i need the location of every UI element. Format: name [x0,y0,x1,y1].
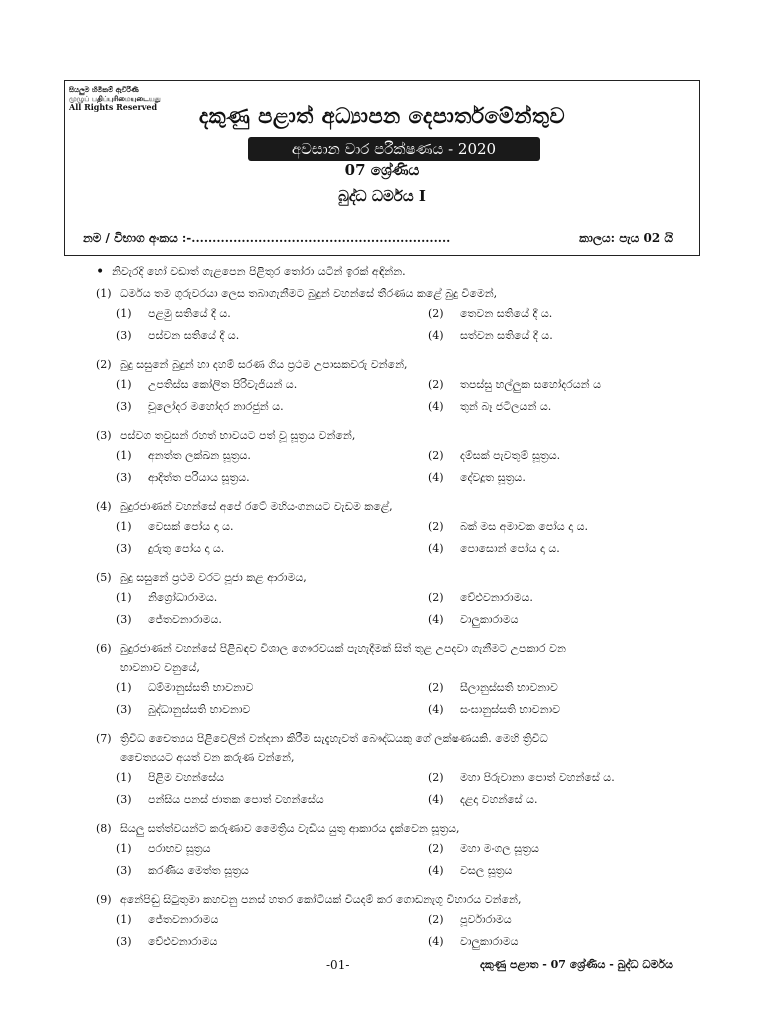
option-number: (4) [428,613,444,626]
answer-option[interactable] [428,467,698,489]
question-stem [96,819,700,838]
answer-option[interactable] [428,767,698,789]
option-number: (3) [116,703,132,716]
answer-options [116,374,700,418]
option-text: නිග්‍රෝධාරාමය. [148,591,218,604]
question-item [96,568,700,631]
answer-option[interactable] [116,789,428,811]
option-text: වාලුකාරාමය [460,613,519,626]
option-number: (4) [428,329,444,342]
option-text: ජේතවනාරාමය [148,913,219,926]
answer-option[interactable] [116,445,428,467]
question-text-wrap [120,819,700,838]
answer-option[interactable] [116,767,428,789]
option-number: (1) [116,913,132,926]
footer-caption: දකුණු පළාත - 07 ශ්‍රේණිය - බුද්ධ ධර්මය [480,958,673,971]
question-item [96,639,700,721]
question-text: ධර්මය තම ගුරුවරයා ලෙස තබාගැනීමට බුදුන් වහන්සේ තීරණය කළේ බුදු වීමෙන්, [120,287,498,300]
question-text-wrap [120,729,700,767]
option-text: පූර්වාරාමය [460,913,512,926]
question-number: (4) [96,500,112,513]
answer-option[interactable] [428,909,698,931]
answer-option[interactable] [116,909,428,931]
option-number: (3) [116,329,132,342]
option-number: (3) [116,400,132,413]
instruction-text: නිවැරදි හෝ වඩාත් ගැළපෙන පිළිතුර තෝරා යටින් ඉරක් අඳින්න. [112,265,406,278]
option-text: පන්සිය පනස් ජාතක පොත් වහන්සේය [148,793,324,806]
question-number: (9) [96,893,112,906]
option-number: (2) [428,681,444,694]
question-number: (2) [96,358,112,371]
option-number: (4) [428,471,444,484]
option-number: (4) [428,400,444,413]
question-text: බුදු සසුනේ ප්‍රථම වරට පූජා කළ ආරාමය, [120,571,307,584]
question-text-wrap [120,355,700,374]
question-item [96,729,700,811]
question-stem [96,729,700,767]
grade-label: 07 ශ්‍රේණිය [344,161,420,179]
option-text: දම්සක් පැවතුම් සූත්‍රය. [460,449,561,462]
answer-options [116,909,700,953]
option-number: (1) [116,449,132,462]
option-number: (1) [116,771,132,784]
question-text-wrap [120,639,700,677]
answer-option[interactable] [428,538,698,560]
option-number: (4) [428,542,444,555]
answer-option[interactable] [428,699,698,721]
question-text-wrap [120,568,700,587]
option-number: (3) [116,864,132,877]
option-number: (3) [116,613,132,626]
exam-title-banner: අවසාන වාර පරීක්ෂණය - 2020 [248,137,540,161]
option-text: පිළිම වහන්සේය [148,771,225,784]
question-number: (1) [96,287,112,300]
option-text: ජේතවනාරාමය. [148,613,222,626]
answer-option[interactable] [116,699,428,721]
option-number: (4) [428,703,444,716]
question-stem [96,639,700,677]
question-item [96,890,700,953]
answer-option[interactable] [428,931,698,953]
question-text: බුදුරජාණන් වහන්සේ අපේ රටේ මහියංගනයට වැඩම කළේ, [120,500,393,513]
option-text: සීලානුස්සති භාවනාව [460,681,558,694]
option-text: වාලුකාරාමය [460,935,519,948]
answer-option[interactable] [428,325,698,347]
option-text: කරණීය මෙත්ත සූත්‍රය [148,864,249,877]
option-number: (4) [428,793,444,806]
option-text: පස්වන සතියේ දී ය. [148,329,240,342]
option-text: තෙවන සතියේ දී ය. [460,307,553,320]
answer-option[interactable] [116,931,428,953]
question-stem [96,355,700,374]
option-number: (2) [428,771,444,784]
option-number: (2) [428,842,444,855]
answer-option[interactable] [428,396,698,418]
question-text: අනේපිඬු සිටුතුමා කහවනු පනස් හතර කෝටියක් වියදම් කර ගොඩනැගූ විහාරය වන්නේ, [120,893,522,906]
option-number: (3) [116,471,132,484]
question-text-wrap [120,497,700,516]
option-number: (3) [116,935,132,948]
option-number: (1) [116,378,132,391]
question-stem [96,890,700,909]
answer-option[interactable] [116,609,428,631]
rights-line-english: All Rights Reserved [69,102,158,112]
option-text: පරාභව සූත්‍රය [148,842,211,855]
option-text: සංඝානුස්සති භාවනාව [460,703,561,716]
option-text: පොසොන් පෝය දා ය. [460,542,560,555]
question-text: පස්වග තවුසන් රහත් භාවයට පත් වූ සූත්‍රය වන්නේ, [120,429,356,442]
option-text: චූලෝදර මහෝදර නාරජුන් ය. [148,400,284,413]
question-item [96,497,700,560]
option-number: (2) [428,378,444,391]
answer-option[interactable] [116,467,428,489]
answer-option[interactable] [116,325,428,347]
question-item [96,426,700,489]
question-text: බුදු සසුනේ බුදුන් හා දහම් සරණ ගිය ප්‍රථම උපාසකවරු වන්නේ, [120,358,408,371]
option-text: ආදිත්ත පරියාය සූත්‍රය. [148,471,250,484]
answer-options [116,767,700,811]
time-allowed: කාලය: පැය 02 යි [579,231,673,245]
answer-options [116,838,700,882]
option-text: බක් මස අමාවක පෝය දා ය. [460,520,588,533]
question-list [96,284,700,953]
question-stem [96,568,700,587]
question-item [96,819,700,882]
answer-option[interactable] [116,396,428,418]
option-text: තුන් බෑ ජටිලයන් ය. [460,400,552,413]
bullet-icon: • [96,264,105,280]
question-text: සියලු සත්ත්වයන්ට කරුණාව මෛත්‍රිය වැඩිය යුතු ආකාරය දැක්වෙන සූත්‍රය, [120,822,460,835]
question-text: බුදුරජාණන් වහන්සේ පිළිබඳව විශාල ගෞරවයක් පැහැදීමක් සිත් තුළ උපදවා ගැනීමට උපකාර වන [120,642,566,655]
option-text: ධම්මානුස්සති භාවනාව [148,681,254,694]
answer-option[interactable] [428,838,698,860]
answer-options [116,677,700,721]
option-number: (2) [428,591,444,604]
answer-option[interactable] [428,860,698,882]
answer-option[interactable] [428,789,698,811]
exam-header-box [64,80,700,256]
option-number: (1) [116,681,132,694]
option-text: දේවදූත සූත්‍රය. [460,471,526,484]
option-text: තපස්සු භල්ලුක සහෝදරයන් ය [460,378,602,391]
name-index-field: නම / විභාග අංකය :-.............................................................. [83,231,451,245]
question-number: (5) [96,571,112,584]
answer-option[interactable] [428,609,698,631]
option-text: අනත්ත ලක්ඛන සූත්‍රය. [148,449,251,462]
option-number: (3) [116,542,132,555]
option-number: (4) [428,864,444,877]
option-number: (1) [116,842,132,855]
answer-option[interactable] [116,677,428,699]
question-item [96,355,700,418]
option-text: දුරුතු පෝය දා ය. [148,542,225,555]
rights-line-sinhala: සියලුම හිමිකම් ඇවිරිණි [69,85,139,94]
answer-option[interactable] [116,374,428,396]
option-text: වේළුවනාරාමය [148,935,218,948]
answer-option[interactable] [428,677,698,699]
question-number: (7) [96,732,112,745]
question-section [96,262,700,953]
option-number: (1) [116,591,132,604]
question-text-line2: චෛත්‍යයට අයත් වන කරුණ වන්නේ, [120,751,295,764]
option-text: වසල සූත්‍රය [460,864,513,877]
subject-title: බුද්ධ ධර්මය I [338,187,426,205]
answer-option[interactable] [428,587,698,609]
answer-options [116,445,700,489]
answer-option[interactable] [116,516,428,538]
question-number: (6) [96,642,112,655]
question-stem [96,284,700,303]
answer-option[interactable] [428,303,698,325]
option-number: (2) [428,449,444,462]
option-number: (2) [428,913,444,926]
answer-options [116,587,700,631]
instruction-line [96,262,700,282]
question-text-wrap [120,890,700,909]
option-number: (4) [428,935,444,948]
question-text-wrap [120,426,700,445]
answer-options [116,516,700,560]
answer-options [116,303,700,347]
option-text: දළදා වහන්සේ ය. [460,793,538,806]
question-text: ත්‍රිවිධ චෛත්‍යය පිළිවෙලින් වන්දනා කිරීම සැදැහැවත් බෞද්ධයකු ගේ ලක්ෂණයකි. මෙහි ත්‍රිවිධ [120,732,548,745]
answer-option[interactable] [116,838,428,860]
question-item [96,284,700,347]
question-text-line2: භාවනාව වනුයේ, [120,661,200,674]
answer-option[interactable] [428,374,698,396]
department-title: දකුණු පළාත් අධ්‍යාපන දෙපාර්තමේන්තුව [198,103,566,128]
answer-option[interactable] [116,303,428,325]
option-text: වේළුවනාරාමය. [460,591,533,604]
option-number: (2) [428,307,444,320]
question-number: (3) [96,429,112,442]
option-number: (1) [116,520,132,533]
answer-option[interactable] [116,860,428,882]
question-stem [96,426,700,445]
page-number: -01- [326,958,350,972]
option-text: වෙසක් පෝය දා ය. [148,520,234,533]
question-stem [96,497,700,516]
option-number: (2) [428,520,444,533]
rights-line-tamil: முழுப் பதிப்புரிமையுடையது [69,94,161,103]
option-text: උපතිස්ස කෝලිත පිරිවැජියන් ය. [148,378,298,391]
option-number: (3) [116,793,132,806]
option-number: (1) [116,307,132,320]
option-text: බුද්ධානුස්සති භාවනාව [148,703,251,716]
answer-option[interactable] [428,445,698,467]
question-number: (8) [96,822,112,835]
option-text: මහා මංගල සූත්‍රය [460,842,539,855]
option-text: මහා පිරුවානා පොත් වහන්සේ ය. [460,771,615,784]
question-text-wrap [120,284,700,303]
option-text: පළමු සතියේ දී ය. [148,307,231,320]
answer-option[interactable] [116,587,428,609]
answer-option[interactable] [428,516,698,538]
option-text: සත්වන සතියේ දී ය. [460,329,553,342]
answer-option[interactable] [116,538,428,560]
